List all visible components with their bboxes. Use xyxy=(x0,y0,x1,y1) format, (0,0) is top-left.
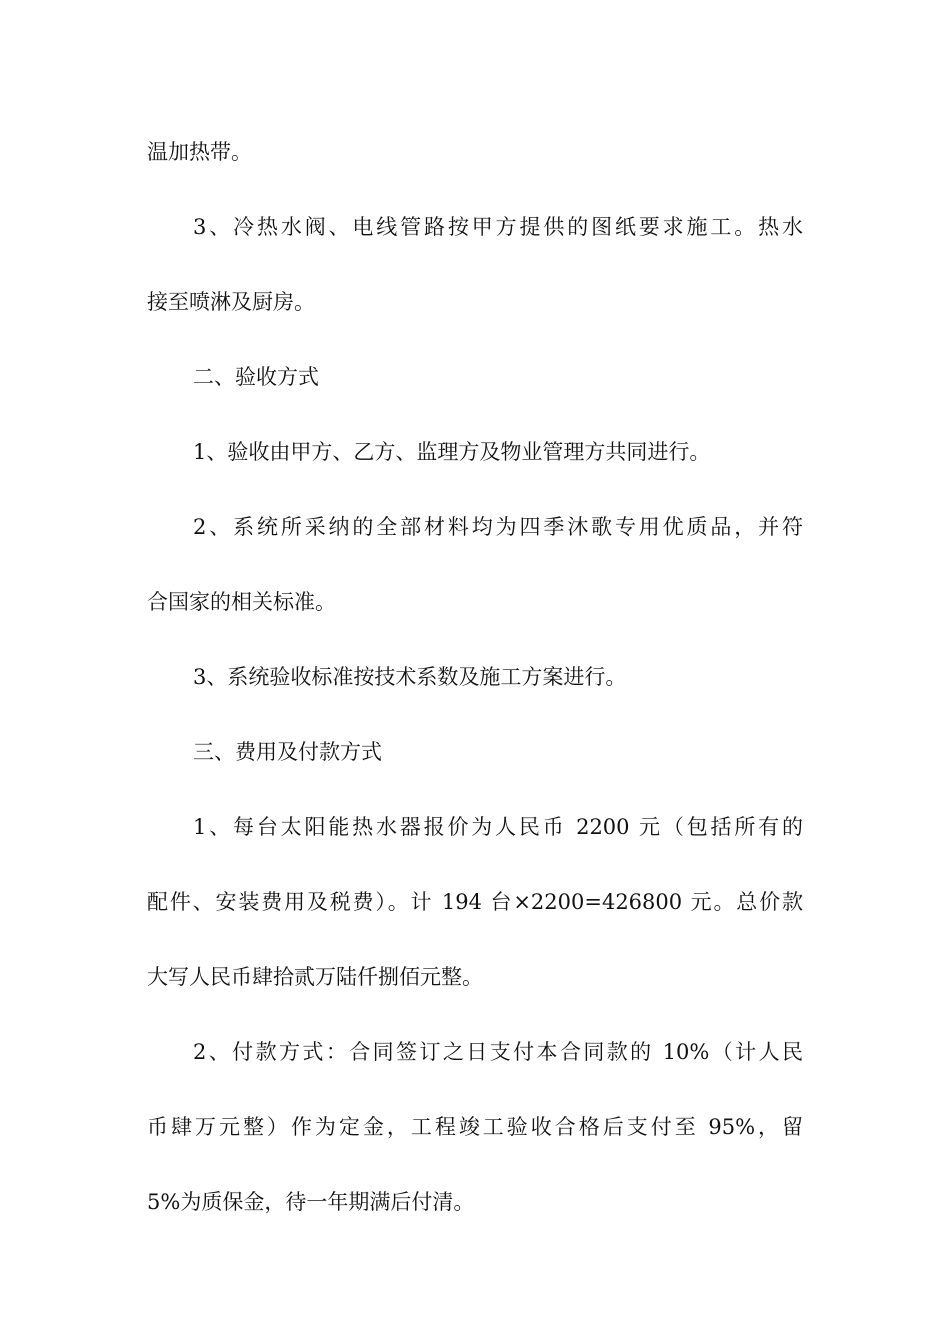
paragraph-line: 接至喷淋及厨房。 xyxy=(147,290,315,314)
section-heading: 三、费用及付款方式 xyxy=(193,740,382,764)
paragraph-line: 3、系统验收标准按技术系数及施工方案进行。 xyxy=(193,665,627,689)
paragraph-line: 2、付款方式：合同签订之日支付本合同款的 10%（计人民 xyxy=(193,1040,803,1064)
paragraph-line: 币肆万元整）作为定金，工程竣工验收合格后支付至 95%，留 xyxy=(147,1115,803,1139)
paragraph-line: 1、每台太阳能热水器报价为人民币 2200 元（包括所有的 xyxy=(193,815,803,839)
paragraph-line: 大写人民币肆拾贰万陆仟捌佰元整。 xyxy=(147,965,483,989)
paragraph-line: 1、验收由甲方、乙方、监理方及物业管理方共同进行。 xyxy=(193,440,711,464)
paragraph-line: 温加热带。 xyxy=(147,140,252,164)
paragraph-line: 3、冷热水阀、电线管路按甲方提供的图纸要求施工。热水 xyxy=(193,215,803,239)
paragraph-line: 2、系统所采纳的全部材料均为四季沐歌专用优质品，并符 xyxy=(193,515,803,539)
section-heading: 二、验收方式 xyxy=(193,365,319,389)
paragraph-line: 5%为质保金，待一年期满后付清。 xyxy=(147,1190,475,1214)
paragraph-line: 配件、安装费用及税费）。计 194 台×2200=426800 元。总价款 xyxy=(147,890,803,914)
paragraph-line: 合国家的相关标准。 xyxy=(147,590,336,614)
